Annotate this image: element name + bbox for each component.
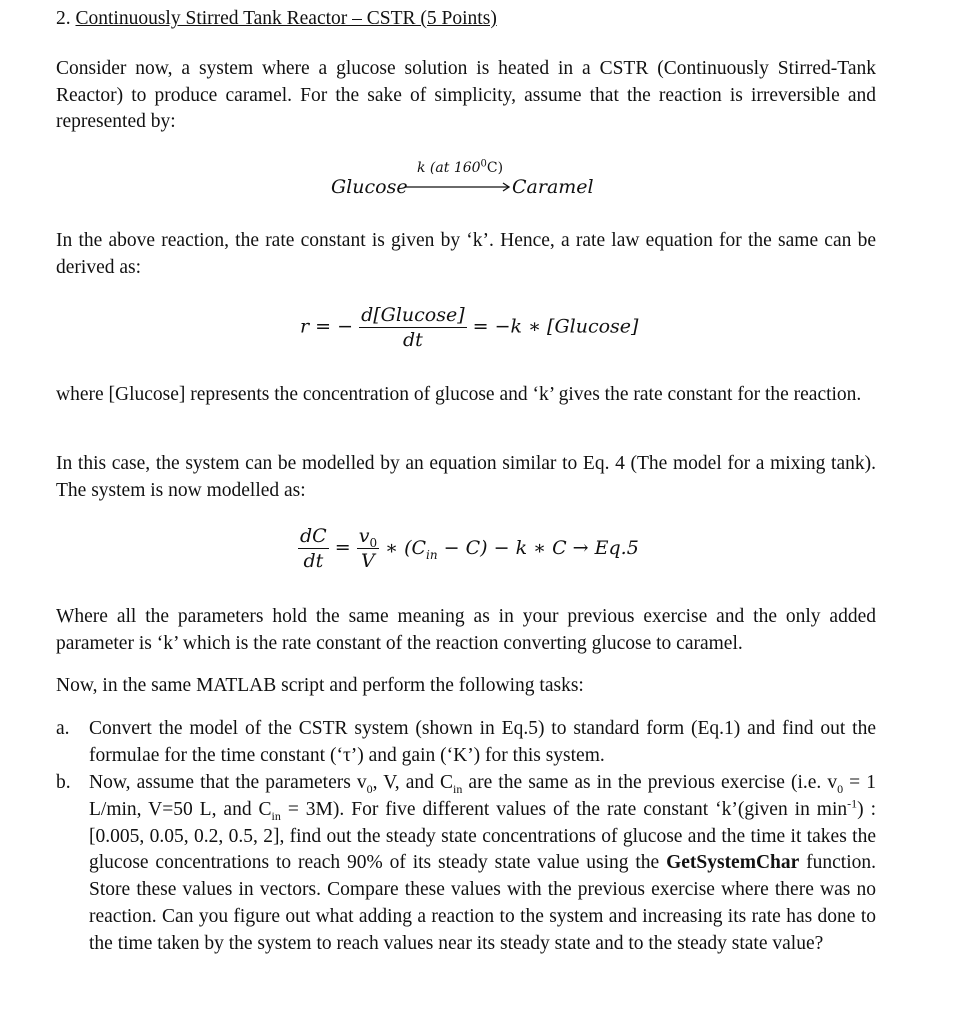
section-heading <box>56 6 497 32</box>
eq5-lhs-fraction <box>298 524 329 573</box>
reaction-condition-degree: 0 <box>480 158 487 170</box>
reaction-product: Caramel <box>512 176 594 198</box>
rate-law-fraction <box>359 303 467 352</box>
equation-5 <box>298 524 639 573</box>
task-b <box>56 770 876 990</box>
eq5-rest <box>385 536 639 562</box>
task-b-sup-5: -1 <box>847 796 858 811</box>
intro-paragraph: Consider now, a system where a glucose solution is heated in a CSTR (Continuously Stirred-Tank Reactor) to produce caramel. For the sake of simplicity, assume that the reaction is irreversible and represented by: <box>56 58 876 132</box>
eq5-flow-denominator: V <box>361 550 375 572</box>
reaction-arrow-icon <box>404 180 514 194</box>
eq5-flow-fraction <box>357 524 379 573</box>
reaction-condition <box>417 160 503 176</box>
task-b-part-5: = 3M). For five different values of the rate constant ‘k’(given in min <box>280 798 848 820</box>
task-b-part-1: Now, assume that the parameters v <box>89 772 367 793</box>
rate-law-lhs: r = − <box>300 315 354 338</box>
eq5-equals: = <box>334 536 351 559</box>
task-b-function-name: GetSystemChar <box>666 852 800 874</box>
task-b-sub-2: in <box>453 781 463 796</box>
reaction-condition-text: k (at 160 <box>417 160 481 176</box>
tasks-intro: Now, in the same MATLAB script and perform the following tasks: <box>56 675 584 696</box>
reaction-equation <box>331 160 611 204</box>
task-b-part-6: ) : [0.005, 0.05, 0.2, 0.5, 2], find out the steady state concentrations of glucose and the time it takes the glucose concentrations to reach 90% of its steady state value using the <box>89 798 876 874</box>
task-b-sub-3: 0 <box>837 781 844 796</box>
task-b-sub-1: 0 <box>366 781 373 796</box>
task-b-marker: b. <box>56 772 71 793</box>
rate-law-rhs: = −k ∗ [Glucose] <box>472 315 639 338</box>
task-a-text: Convert the model of the CSTR system (shown in Eq.5) to standard form (Eq.1) and find out the formulae for the time constant (‘τ’) and gain (‘K’) for this system. <box>89 718 876 766</box>
task-b-part-7: function. Store these values in vectors. Compare these values with the previous exercise where there was no reaction. Can you figure out what adding a reaction to the system and increasing its rate has done to the time taken by the system to reach values near its steady state and to the steady state value? <box>89 852 877 954</box>
task-a <box>56 716 876 772</box>
eq5-flow-v: v <box>358 525 370 547</box>
rate-law-intro: In the above reaction, the rate constant is given by ‘k’. Hence, a rate law equation for the same can be derived as: <box>56 230 876 278</box>
parameters-paragraph: Where all the parameters hold the same meaning as in your previous exercise and the only added parameter is ‘k’ which is the rate constant of the reaction converting glucose to caramel. <box>56 606 876 654</box>
eq5-lhs-numerator: dC <box>300 525 327 547</box>
reaction-reactant: Glucose <box>331 176 408 198</box>
task-b-part-3: are the same as in the previous exercise (i.e. v <box>462 772 838 793</box>
model-paragraph: In this case, the system can be modelled by an equation similar to Eq. 4 (The model for a mixing tank). The system is now modelled as: <box>56 453 876 501</box>
section-number: 2. <box>56 8 76 29</box>
task-b-text <box>89 770 876 958</box>
task-a-marker: a. <box>56 718 70 739</box>
task-b-part-4: = 1 L/min, V=50 L, and C <box>89 772 876 820</box>
task-b-sub-4: in <box>271 808 281 823</box>
eq5-rest-sub: in <box>426 547 438 562</box>
task-b-part-2: , V, and C <box>372 772 453 793</box>
eq5-rest-a: ∗ (C <box>385 536 427 559</box>
section-title: Continuously Stirred Tank Reactor – CSTR (5 Points) <box>75 8 497 29</box>
eq5-lhs-denominator: dt <box>303 550 324 572</box>
rate-law-numerator: d[Glucose] <box>361 304 465 326</box>
eq5-flow-v-sub: 0 <box>369 535 378 550</box>
reaction-condition-unit: C) <box>486 160 504 176</box>
eq5-rest-b: − C) − k ∗ C → Eq.5 <box>437 536 639 559</box>
rate-law-equation <box>300 303 638 352</box>
where-paragraph: where [Glucose] represents the concentration of glucose and ‘k’ gives the rate constant for the reaction. <box>56 384 862 405</box>
eq5-flow-numerator <box>357 524 379 549</box>
rate-law-denominator: dt <box>402 329 423 351</box>
